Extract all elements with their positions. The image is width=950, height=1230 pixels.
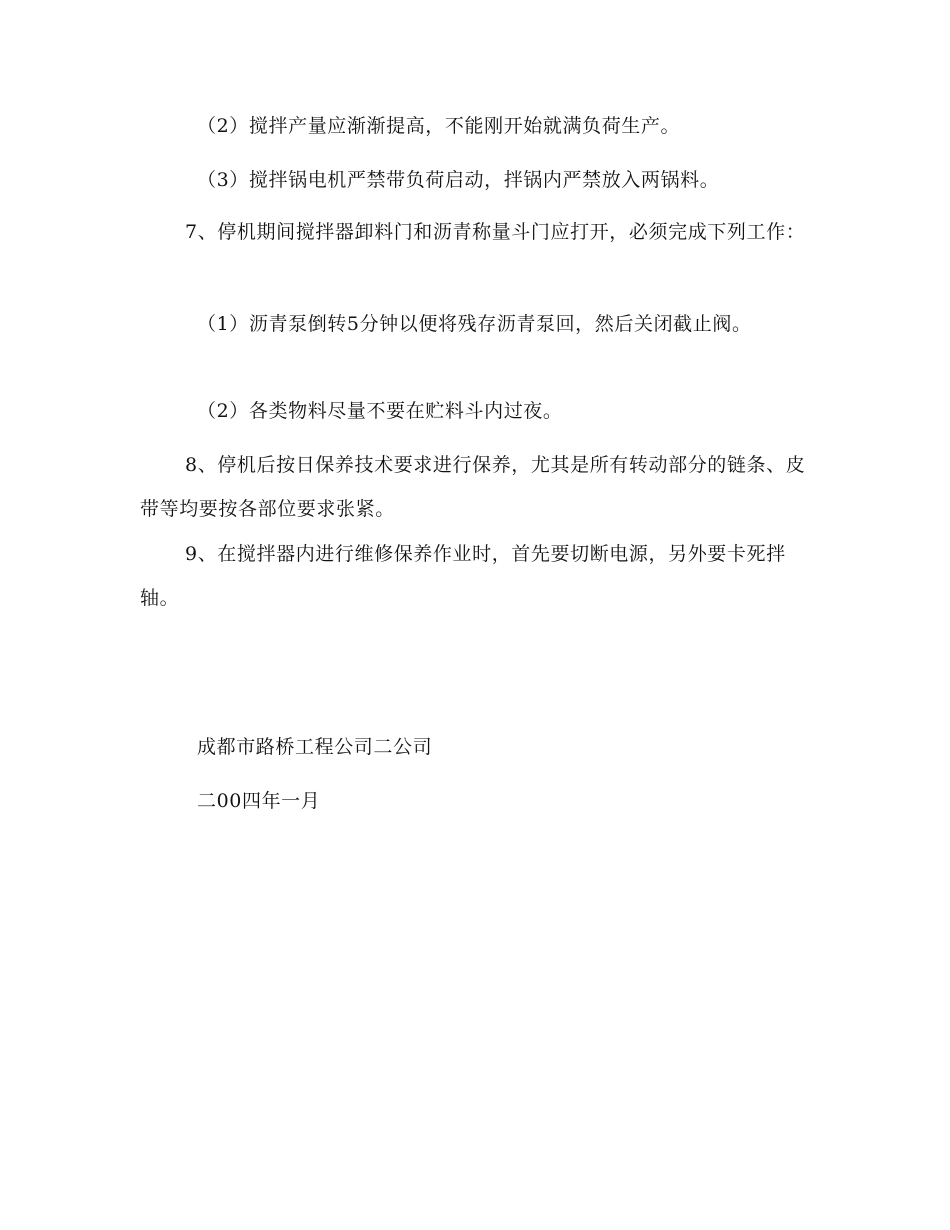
paragraph-mixer-repair: 9、在搅拌器内进行维修保养作业时，首先要切断电源，另外要卡死拌轴。 bbox=[140, 543, 786, 609]
paragraph-motor-start: （3）搅拌锅电机严禁带负荷启动，拌锅内严禁放入两锅料。 bbox=[197, 169, 720, 191]
signature-organization: 成都市路桥工程公司二公司 bbox=[197, 736, 433, 758]
paragraph-daily-maintenance: 8、停机后按日保养技术要求进行保养，尤其是所有转动部分的链条、皮带等均要按各部位要求张紧。 bbox=[140, 454, 806, 520]
paragraph-mixing-output: （2）搅拌产量应渐渐提高，不能刚开始就满负荷生产。 bbox=[197, 115, 681, 137]
paragraph-asphalt-pump: （1）沥青泵倒转5分钟以便将残存沥青泵回，然后关闭截止阀。 bbox=[197, 313, 752, 335]
paragraph-shutdown-doors: 7、停机期间搅拌器卸料门和沥青称量斗门应打开，必须完成下列工作： bbox=[185, 221, 806, 243]
paragraph-materials-overnight: （2）各类物料尽量不要在贮料斗内过夜。 bbox=[197, 400, 563, 422]
signature-date: 二00四年一月 bbox=[197, 790, 321, 812]
